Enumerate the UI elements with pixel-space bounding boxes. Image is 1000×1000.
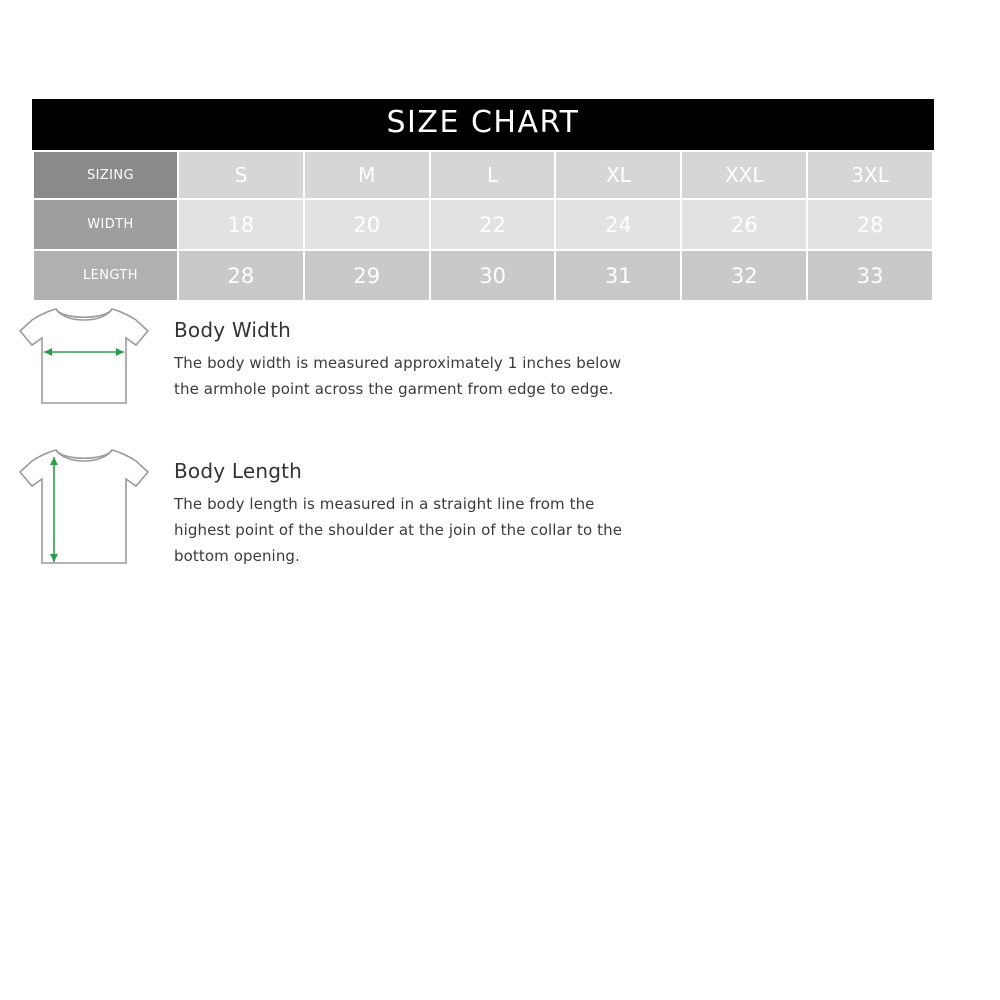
tshirt-length-icon bbox=[0, 441, 160, 585]
cell-width-m: 20 bbox=[304, 199, 430, 250]
row-header-length: LENGTH bbox=[33, 250, 178, 301]
table-row bbox=[33, 151, 933, 199]
measurement-guide bbox=[0, 300, 1000, 585]
cell-width-xl: 24 bbox=[555, 199, 681, 250]
cell-sizing-l: L bbox=[430, 151, 556, 199]
cell-sizing-m: M bbox=[304, 151, 430, 199]
table-row bbox=[33, 250, 933, 301]
cell-length-m: 29 bbox=[304, 250, 430, 301]
size-chart-block bbox=[32, 99, 934, 302]
cell-length-3xl: 33 bbox=[807, 250, 933, 301]
cell-length-xl: 31 bbox=[555, 250, 681, 301]
cell-width-l: 22 bbox=[430, 199, 556, 250]
guide-text-body-width bbox=[160, 300, 634, 403]
cell-width-s: 18 bbox=[178, 199, 304, 250]
guide-body-body-width: The body width is measured approximately 1 inches below the armhole point across the garment from edge to edge. bbox=[174, 354, 622, 398]
guide-item-body-length bbox=[0, 441, 1000, 585]
guide-body-body-length: The body length is measured in a straight line from the highest point of the shoulder at the join of the collar to the bottom opening. bbox=[174, 495, 623, 565]
cell-length-xxl: 32 bbox=[681, 250, 807, 301]
cell-sizing-s: S bbox=[178, 151, 304, 199]
guide-heading-body-width: Body Width bbox=[174, 318, 291, 342]
cell-sizing-xxl: XXL bbox=[681, 151, 807, 199]
table-row bbox=[33, 199, 933, 250]
cell-width-3xl: 28 bbox=[807, 199, 933, 250]
row-header-sizing: SIZING bbox=[33, 151, 178, 199]
cell-sizing-xl: XL bbox=[555, 151, 681, 199]
guide-text-body-length bbox=[160, 441, 634, 569]
cell-length-l: 30 bbox=[430, 250, 556, 301]
guide-heading-body-length: Body Length bbox=[174, 459, 303, 483]
guide-item-body-width bbox=[0, 300, 1000, 419]
page-title: SIZE CHART bbox=[32, 99, 934, 150]
cell-length-s: 28 bbox=[178, 250, 304, 301]
tshirt-width-icon bbox=[0, 300, 160, 419]
row-header-width: WIDTH bbox=[33, 199, 178, 250]
cell-sizing-3xl: 3XL bbox=[807, 151, 933, 199]
cell-width-xxl: 26 bbox=[681, 199, 807, 250]
size-table bbox=[32, 150, 934, 302]
